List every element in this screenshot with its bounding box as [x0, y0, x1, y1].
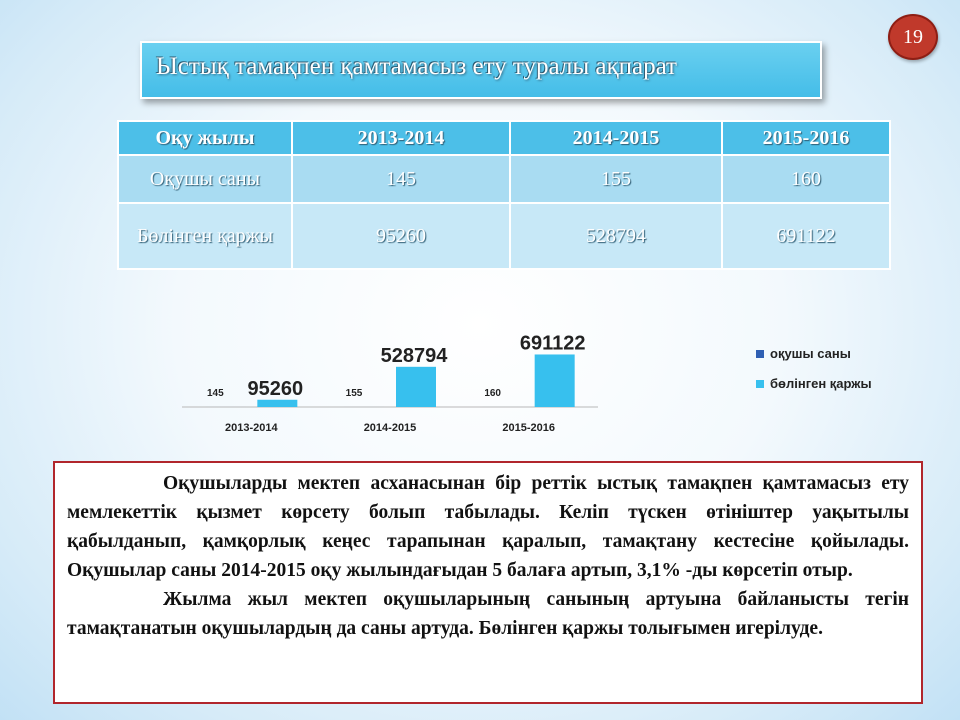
table-header-cell: 2014-2015	[510, 121, 722, 155]
table-cell: 155	[510, 155, 722, 203]
data-label: 155	[345, 388, 363, 399]
chart-canvas	[170, 318, 930, 448]
table-cell: 160	[722, 155, 890, 203]
x-tick-label: 2015-2016	[502, 422, 555, 434]
table-header-cell: Оқу жылы	[118, 121, 292, 155]
table-cell: 95260	[292, 203, 510, 269]
x-tick-label: 2013-2014	[225, 422, 278, 434]
slide-title-box	[140, 41, 822, 99]
legend-swatch	[756, 380, 764, 388]
x-tick-label: 2014-2015	[363, 422, 417, 434]
table-cell: 528794	[510, 203, 722, 269]
note-box	[53, 461, 923, 704]
note-paragraph: Оқушыларды мектеп асханасынан бір реттік ыстық тамақпен қамтамасыз ету мемлекеттік қызмет көрсету болып табылады. Келіп түскен өтініштер уақытылы қабылданып, қамқорлық кеңес тарапынан қаралып, тамақтану кестесіне қойылады. Оқушылар саны 2014-2015 оқу жылындағыдан 5 балаға артып, 3,1% -ды көрсетіп отыр.	[67, 473, 909, 581]
note-paragraph: Жылма жыл мектеп оқушыларының санының артуына байланысты тегін тамақтанатын оқушылардың да саны артуда. Бөлінген қаржы толығымен игерілуде.	[67, 589, 909, 639]
legend-swatch	[756, 350, 764, 358]
data-label: 95260	[247, 377, 304, 400]
bar-funds	[257, 400, 297, 407]
legend-label: бөлінген қаржы	[770, 376, 872, 391]
table-row-label: Бөлінген қаржы	[118, 203, 292, 269]
table-cell: 145	[292, 155, 510, 203]
table-cell: 691122	[722, 203, 890, 269]
table-row	[118, 155, 890, 203]
table-header-cell: 2015-2016	[722, 121, 890, 155]
table-row-label: Оқушы саны	[118, 155, 292, 203]
data-label: 160	[484, 388, 502, 399]
page-number-badge: 19	[888, 14, 938, 60]
data-label: 145	[206, 388, 224, 399]
table-header-cell: 2013-2014	[292, 121, 510, 155]
bar-funds	[396, 367, 436, 407]
slide-title: Ыстық тамақпен қамтамасыз ету туралы ақпарат	[156, 53, 677, 80]
data-label: 691122	[519, 332, 586, 355]
bar-funds	[535, 354, 575, 407]
info-table	[117, 120, 891, 270]
bar-chart	[170, 318, 930, 448]
data-label: 528794	[380, 344, 448, 367]
table-row	[118, 203, 890, 269]
legend-label: оқушы саны	[770, 346, 851, 361]
table-header-row	[118, 121, 890, 155]
